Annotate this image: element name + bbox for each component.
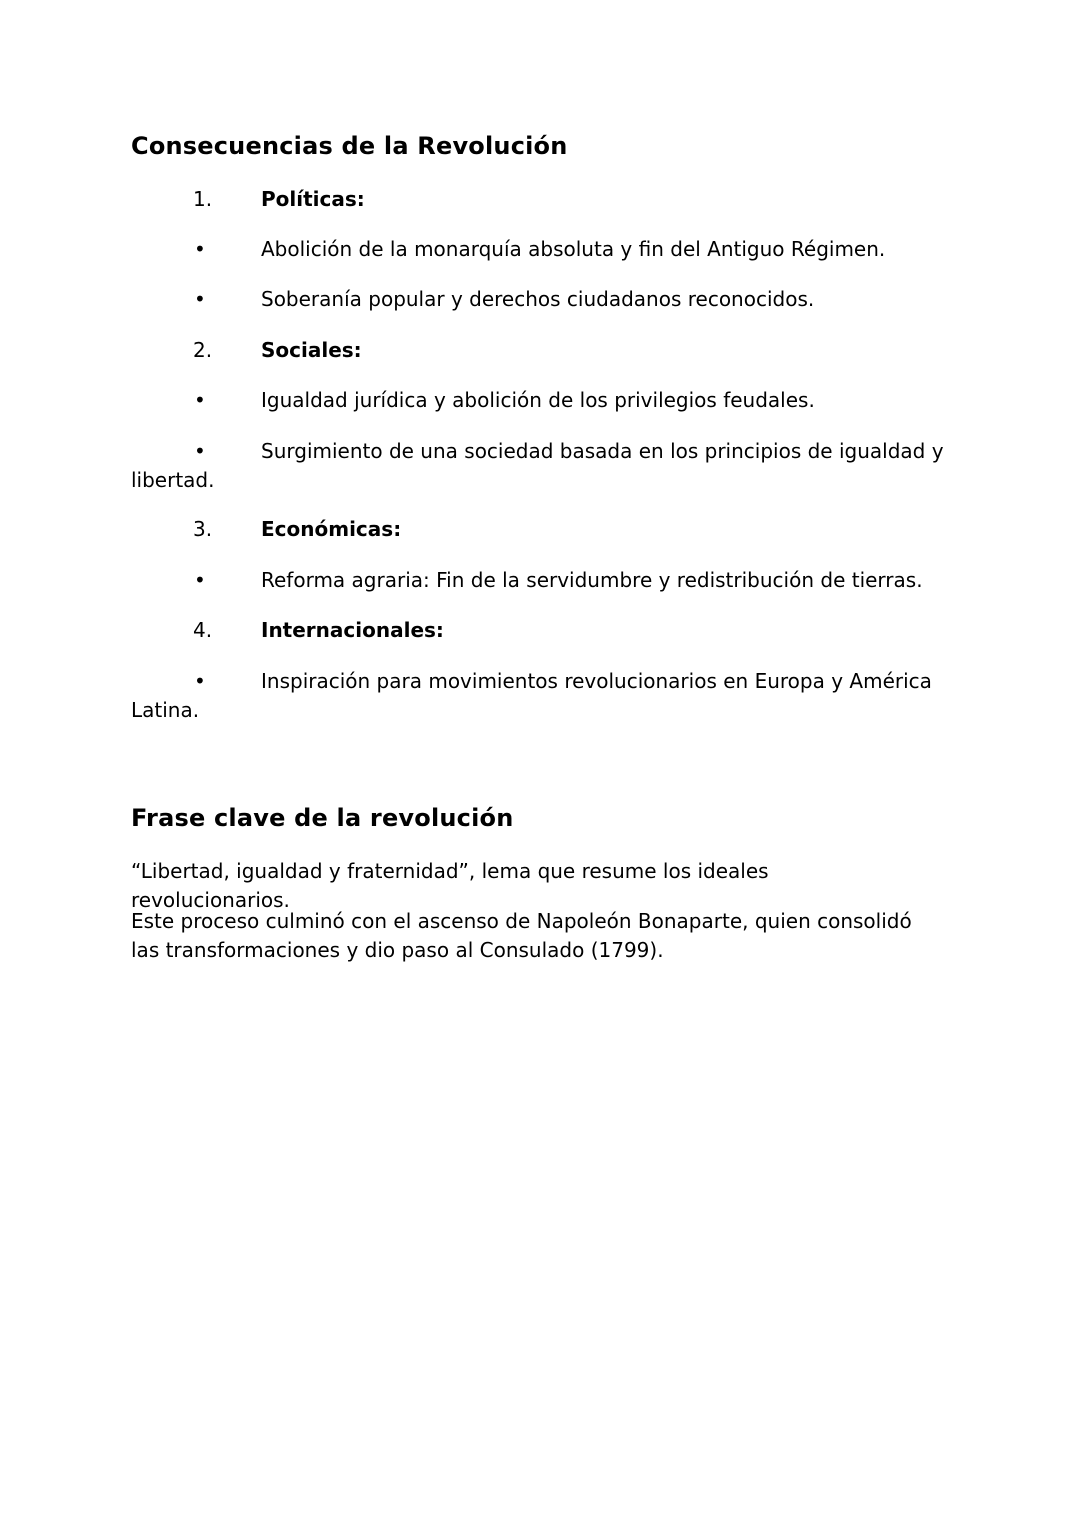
bullet-icon: • [194, 669, 206, 693]
list-number: 2. [193, 338, 213, 362]
bullet-icon: • [194, 237, 206, 261]
list-number: 3. [193, 517, 213, 541]
bullet-item [131, 437, 951, 495]
bullet-icon: • [194, 439, 206, 463]
bullet-text: Abolición de la monarquía absoluta y fin del Antiguo Régimen. [261, 237, 886, 261]
bullet-item [131, 386, 951, 415]
list-item-politicas [131, 185, 951, 214]
bullet-item [131, 285, 951, 314]
list-label: Sociales: [261, 338, 362, 362]
paragraph-lema: “Libertad, igualdad y fraternidad”, lema que resume los ideales revolucionarios. [131, 859, 769, 912]
list-item-internacionales [131, 616, 951, 645]
list-label: Internacionales: [261, 618, 444, 642]
list-label: Económicas: [261, 517, 402, 541]
bullet-icon: • [194, 388, 206, 412]
bullet-item [131, 667, 951, 725]
list-item-economicas [131, 515, 951, 544]
list-number: 4. [193, 618, 213, 642]
bullet-text: Surgimiento de una sociedad basada en los principios de igualdad y libertad. [131, 439, 944, 492]
section-title-consecuencias: Consecuencias de la Revolución [131, 132, 568, 160]
bullet-text: Reforma agraria: Fin de la servidumbre y redistribución de tierras. [261, 568, 923, 592]
list-number: 1. [193, 187, 213, 211]
bullet-text: Igualdad jurídica y abolición de los privilegios feudales. [261, 388, 815, 412]
paragraph-napoleon: Este proceso culminó con el ascenso de Napoleón Bonaparte, quien consolidó las transformaciones y dio paso al Consulado (1799). [131, 909, 912, 962]
bullet-item [131, 566, 951, 595]
bullet-text: Inspiración para movimientos revolucionarios en Europa y América Latina. [131, 669, 932, 722]
bullet-icon: • [194, 287, 206, 311]
bullet-text: Soberanía popular y derechos ciudadanos reconocidos. [261, 287, 815, 311]
list-item-sociales [131, 336, 951, 365]
section-title-frase-clave: Frase clave de la revolución [131, 804, 514, 832]
list-label: Políticas: [261, 187, 365, 211]
bullet-icon: • [194, 568, 206, 592]
bullet-item [131, 235, 951, 264]
